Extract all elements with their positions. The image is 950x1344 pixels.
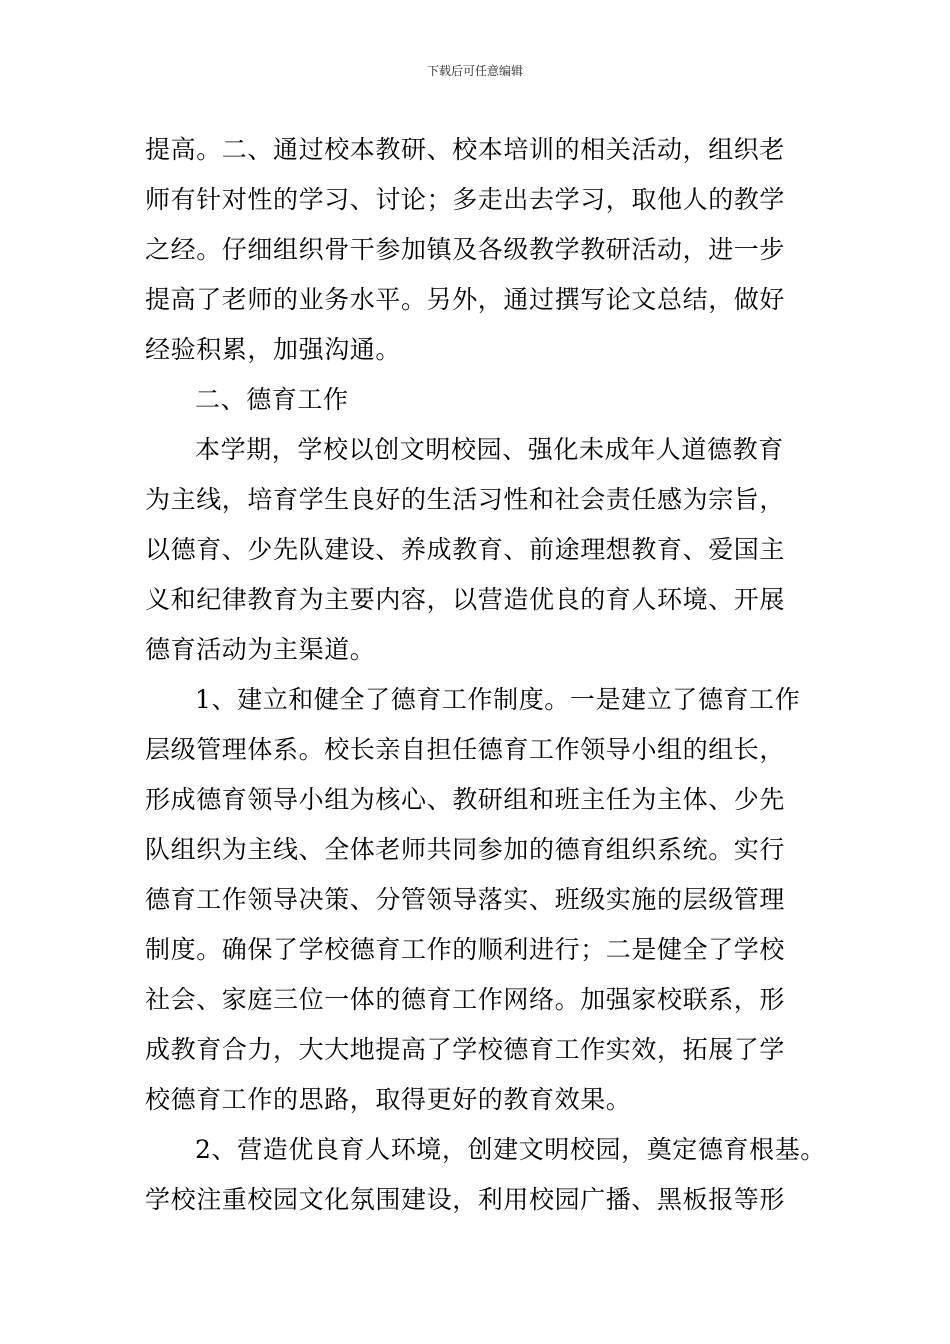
text-line: 2、营造优良育人环境，创建文明校园，奠定德育根基。 [195, 1135, 826, 1164]
text-line: 师有针对性的学习、讨论；多走出去学习，取他人的教学 [145, 185, 786, 214]
text-line: 之经。仔细组织骨干参加镇及各级教学教研活动，进一步 [145, 235, 786, 264]
text-line: 义和纪律教育为主要内容，以营造优良的育人环境、开展 [145, 585, 786, 614]
text-line: 德育工作领导决策、分管领导落实、班级实施的层级管理 [145, 885, 786, 914]
text-line: 队组织为主线、全体老师共同参加的德育组织系统。实行 [145, 835, 786, 864]
text-line: 层级管理体系。校长亲自担任德育工作领导小组的组长， [145, 735, 786, 764]
text-line: 形成德育领导小组为核心、教研组和班主任为主体、少先 [145, 785, 786, 814]
text-line: 以德育、少先队建设、养成教育、前途理想教育、爱国主 [145, 535, 786, 564]
text-line: 经验积累，加强沟通。 [145, 335, 402, 364]
document-body [145, 125, 835, 1225]
section-heading: 二、德育工作 [195, 385, 349, 414]
text-line: 成教育合力，大大地提高了学校德育工作实效，拓展了学 [145, 1035, 786, 1064]
text-line: 为主线，培育学生良好的生活习性和社会责任感为宗旨， [145, 485, 786, 514]
text-line: 学校注重校园文化氛围建设，利用校园广播、黑板报等形 [145, 1185, 786, 1214]
text-line: 制度。确保了学校德育工作的顺利进行；二是健全了学校 [145, 935, 786, 964]
text-line: 校德育工作的思路，取得更好的教育效果。 [145, 1085, 632, 1114]
text-line: 提高了老师的业务水平。另外，通过撰写论文总结，做好 [145, 285, 786, 314]
text-line: 本学期，学校以创文明校园、强化未成年人道德教育 [195, 435, 784, 464]
text-line: 提高。二、通过校本教研、校本培训的相关活动，组织老 [145, 135, 786, 164]
page-header: 下载后可任意编辑 [426, 64, 523, 78]
text-line: 社会、家庭三位一体的德育工作网络。加强家校联系，形 [145, 985, 786, 1014]
text-line: 德育活动为主渠道。 [145, 635, 376, 664]
text-line: 1、建立和健全了德育工作制度。一是建立了德育工作 [195, 685, 801, 714]
